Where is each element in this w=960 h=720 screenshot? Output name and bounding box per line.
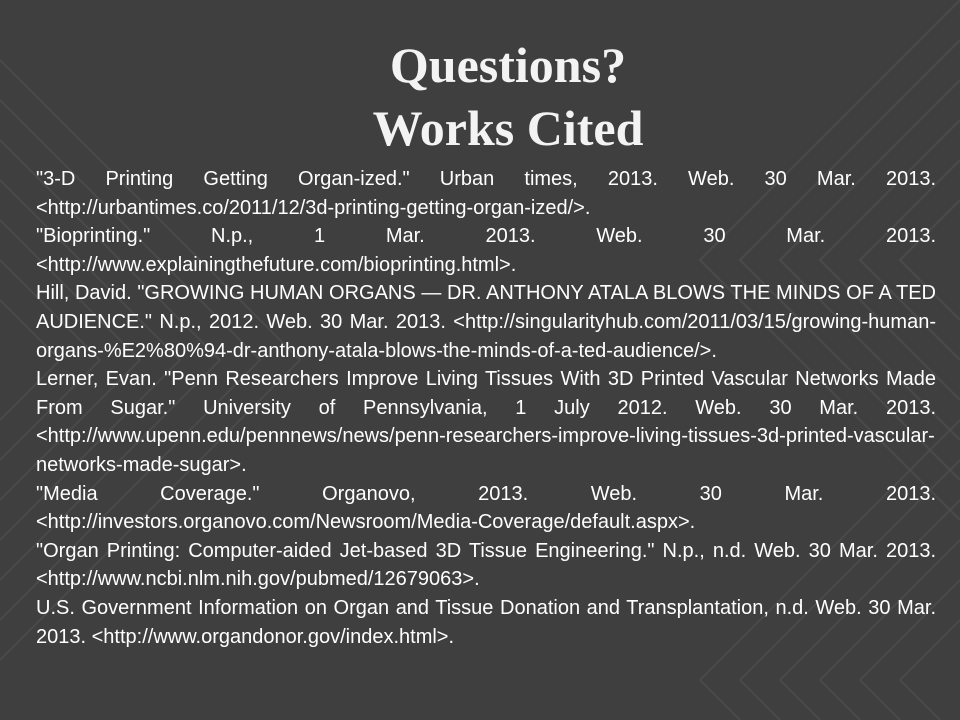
citation-item: "Media Coverage." Organovo, 2013. Web. 30 Mar. 2013. <http://investors.organovo.com/Newsroom/Media-Coverage/default.aspx>. <box>36 482 936 534</box>
citation-list <box>36 165 936 651</box>
citation-item: "Bioprinting." N.p., 1 Mar. 2013. Web. 30 Mar. 2013. <http://www.explainingthefuture.com/bioprinting.html>. <box>36 225 936 276</box>
citation-item: Lerner, Evan. "Penn Researchers Improve Living Tissues With 3D Printed Vascular Networks Made From Sugar." University of Pennsylvania, 1 July 2012. Web. 30 Mar. 2013. <http://www.upenn.edu/pennnews/news/penn-researchers-improve-living-tissues-3d-printed-vascular-networks-made-sugar>. <box>36 368 936 476</box>
citation-item: Hill, David. "GROWING HUMAN ORGANS — DR. ANTHONY ATALA BLOWS THE MINDS OF A TED AUDIENCE." N.p., 2012. Web. 30 Mar. 2013. <http://singularityhub.com/2011/03/15/growing-human-organs-%E2%80%94-dr-anthony-atala-blows-the-minds-of-a-ted-audience/>. <box>36 282 936 362</box>
slide-title-works-cited: Works Cited <box>372 100 644 156</box>
slide-title-questions: Questions? <box>389 37 627 93</box>
citation-item: "Organ Printing: Computer-aided Jet-based 3D Tissue Engineering." N.p., n.d. Web. 30 Mar. 2013. <http://www.ncbi.nlm.nih.gov/pubmed/12679063>. <box>36 539 936 591</box>
citation-item: U.S. Government Information on Organ and Tissue Donation and Transplantation, n.d. Web. 30 Mar. 2013. <http://www.organdonor.gov/index.html>. <box>36 596 936 648</box>
citation-item: "3-D Printing Getting Organ-ized." Urban times, 2013. Web. 30 Mar. 2013. <http://urbantimes.co/2011/12/3d-printing-getting-organ-ized/>. <box>36 168 936 219</box>
